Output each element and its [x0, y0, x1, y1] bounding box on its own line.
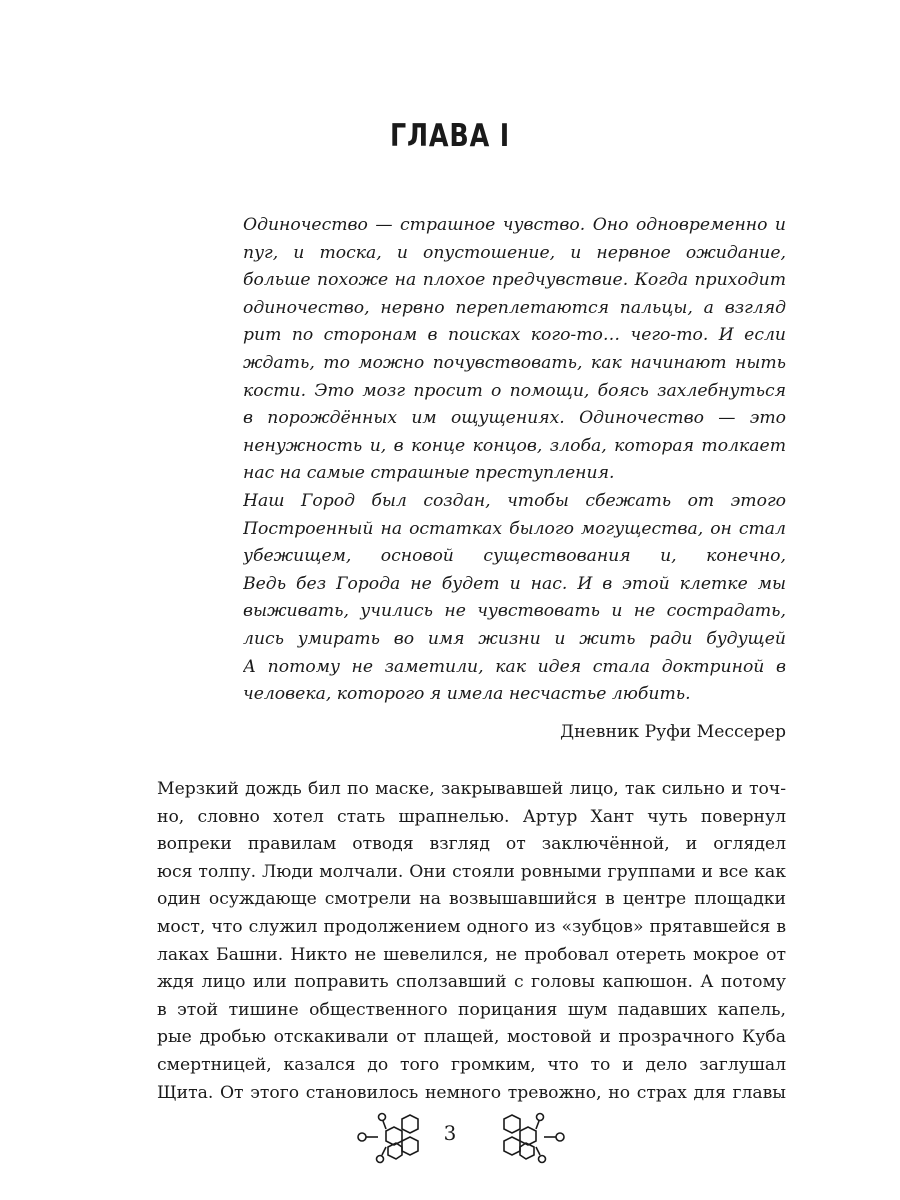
epigraph-line: Ведь без Города не будет и нас. И в этой клетке мы — [243, 573, 786, 594]
epigraph-line: ненужность и, в конце концов, злоба, которая толкает — [243, 435, 786, 456]
epigraph-line: больше похоже на плохое предчувствие. Когда приходит — [243, 270, 786, 291]
body-line: Мерзкий дождь бил по маске, закрывавшей лицо, так сильно и точ- — [157, 779, 786, 799]
epigraph-line: ждать, то можно почувствовать, как начинают ныть — [243, 352, 786, 373]
chapter-title: ГЛАВА I — [389, 118, 511, 154]
body-line: рые дробью отскакивали от плащей, мостовой и прозрачного Куба — [157, 1027, 786, 1048]
body-line: но, словно хотел стать шрапнелью. Артур Хант чуть повернул — [157, 806, 786, 827]
epigraph-line: рит по сторонам в поисках кого-то… чего-то. И если — [243, 325, 786, 346]
page-number: 3 — [443, 1121, 457, 1145]
epigraph-line: человека, которого я имела несчастье любить. — [243, 684, 691, 705]
molecule-ornament-left-icon — [352, 1105, 432, 1165]
epigraph-line: Одиночество — страшное чувство. Оно одновременно и — [243, 215, 786, 235]
epigraph-line: одиночество, нервно переплетаются пальцы, а взгляд — [243, 297, 786, 318]
epigraph-line: Наш Город был создан, чтобы сбежать от этого — [243, 490, 786, 511]
body-line: вопреки правилам отводя взгляд от заключённой, и оглядел — [157, 834, 786, 855]
body-line: мост, что служил продолжением одного из «зубцов» прятавшейся в — [157, 916, 786, 937]
body-line: в этой тишине общественного порицания шум падавших капель, — [157, 999, 786, 1020]
molecule-ornament-right-icon — [490, 1105, 570, 1165]
epigraph-line: кости. Это мозг просит о помощи, боясь захлебнуться — [243, 380, 786, 401]
epigraph-line: выживать, учились не чувствовать и не сострадать, — [243, 601, 786, 622]
body-line: Щита. От этого становилось немного тревожно, но страх для главы — [157, 1082, 786, 1103]
epigraph — [243, 212, 786, 709]
epigraph-line: в порождённых им ощущениях. Одиночество — это — [243, 408, 786, 429]
body-text — [157, 776, 786, 1107]
page-footer — [0, 1105, 900, 1165]
body-line: один осуждающе смотрели на возвышавшийся в центре площадки — [157, 889, 786, 910]
epigraph-line: убежищем, основой существования и, конечно, — [243, 546, 786, 567]
body-line: смертницей, казался до того громким, что то и дело заглушал — [157, 1054, 786, 1075]
body-line: лаках Башни. Никто не шевелился, не пробовал отереть мокрое от — [157, 944, 786, 965]
epigraph-line: Построенный на остатках былого могущества, он стал — [243, 518, 786, 539]
body-line: юся толпу. Люди молчали. Они стояли ровными группами и все как — [157, 861, 786, 882]
epigraph-line: лись умирать во имя жизни и жить ради будущей — [243, 628, 786, 649]
epigraph-line: пуг, и тоска, и опустошение, и нервное ожидание, — [243, 242, 786, 263]
epigraph-line: нас на самые страшные преступления. — [243, 463, 615, 484]
epigraph-attribution: Дневник Руфи Мессерер — [560, 722, 786, 742]
epigraph-line: А потому не заметили, как идея стала доктриной в — [243, 656, 786, 677]
body-line: ждя лицо или поправить сползавший с головы капюшон. А потому — [157, 972, 786, 993]
